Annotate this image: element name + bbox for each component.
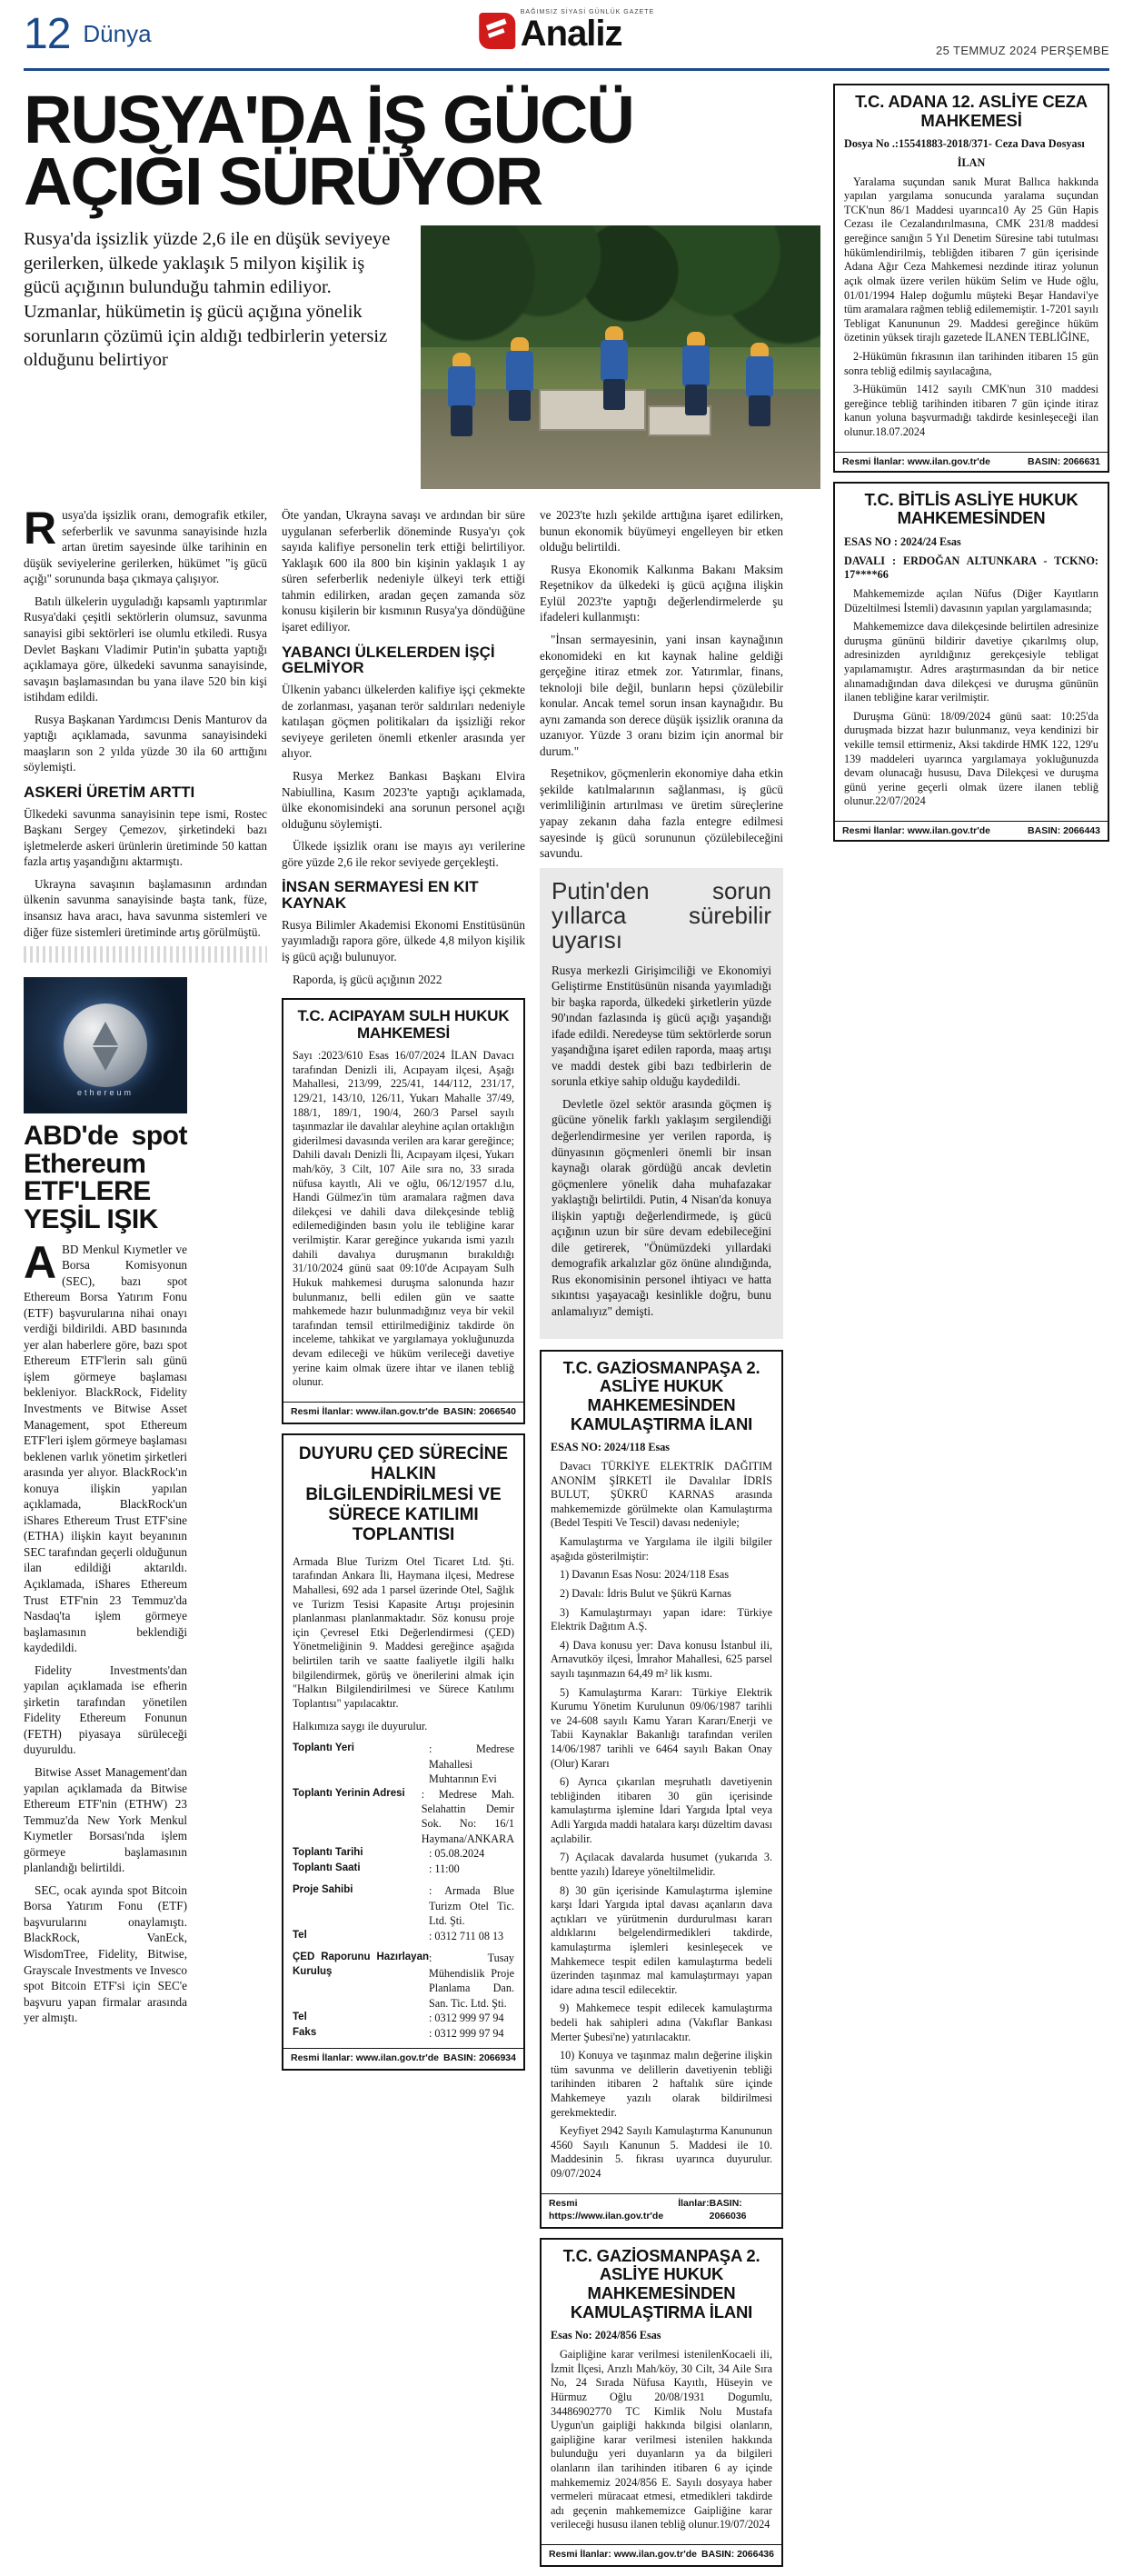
- row-key: Toplantı Yerinin Adresi: [293, 1787, 405, 1799]
- paragraph: Rusya Ekonomik Kalkınma Bakanı Maksim Reşetnikov da ülkedeki iş gücü açığına ilişkin Eylül 2023'te yaptığı değerlendirmelerde şu ifadeleri kullanmıştı:: [540, 562, 783, 624]
- ilan-title: T.C. GAZİOSMANPAŞA 2. ASLİYE HUKUK MAHKEMESİNDEN KAMULAŞTIRMA İLANI: [542, 2240, 781, 2328]
- ilan-gaziosmanpasa-2: [540, 2238, 783, 2567]
- row-value: : 0312 999 97 94: [429, 2012, 504, 2025]
- row-value: : 05.08.2024: [429, 1847, 485, 1861]
- row-key: Faks: [293, 2026, 317, 2038]
- ilan-press-code: BASIN: 2066436: [701, 2549, 774, 2560]
- photo-worker: [744, 343, 775, 426]
- photo-worker: [681, 332, 711, 415]
- paragraph: Kamulaştırma ve Yargılama ile ilgili bilgiler aşağıda gösterilmiştir:: [551, 1535, 772, 1563]
- paragraph: Rusya Başkanan Yardımcısı Denis Manturov da yaptığı açıklamada, savunma sanayisindeki maaşların son 2 yılda yüzde 30 ila 60 arttığını söylemişti.: [24, 712, 267, 774]
- issue-date: 25 TEMMUZ 2024 PERŞEMBE: [935, 44, 1109, 57]
- paragraph: Rusya merkezli Girişimciliği ve Ekonomiyi Geliştirme Enstitüsünün nisanda yayımladığı bir başka raporda, ülkedeki şirketlerin yüzde 90'ından fazlasında iş gücü açığı yaşandığı ifade edildi. Neredeyse tüm sektörlerde sorun yaşandığına işaret edilen raporda, maaş artışı ve maddi destek gibi bazı tedbirlerin de sorunla etkiye sahip olduğu kaydedildi.: [552, 963, 771, 1089]
- ilan-body: [835, 534, 1108, 821]
- ethereum-photo: [24, 977, 187, 1113]
- paragraph: Devletle özel sektör arasında göçmen iş gücüne yönelik farklı yaklaşım sergilendiği değerlendirmesine yer verilen raporda, iş dünyasının göçmenleri önemli bir insan kaynağı olarak gördüğü ancak devletin göçmenlere yönelik daha muhafazakar yaklaştığı belirtildi. Putin, 4 Nisan'da konuya ilişkin yaptığı değerlendirmede, iş gücü açığının uzun bir süre devam edebileceğini dile getirerek, "Önümüzdeki yıllardaki demografik arkalızlar göz önüne alındığında, Rus ekonomisinin personel ihtiyacı ve hatta sıkıntısı yaşayacağı kesinlikle doğru, bunu anlamalıyız" demişti.: [552, 1096, 771, 1319]
- ilan-footer: [542, 2544, 781, 2565]
- ethereum-body: [24, 1236, 187, 2026]
- ilan-title: T.C. ADANA 12. ASLİYE CEZA MAHKEMESİ: [835, 85, 1108, 135]
- duyuru-row: [293, 1883, 514, 1928]
- paragraph: Batılı ülkelerin uyguladığı kapsamlı yaptırımlar Rusya'daki çeşitli sektörlerin olumsuz, savunma sanayisi gibi sektörleri ise olumlu etkiledi. Rusya Devlet Başkanı Vladimir Putin'in şubatta yaptığı açıklamaya göre, ülkedeki savunma sanayisinde, savaşın başlamasından bu yana ilave 520 bin kişi istihdam edildi.: [24, 594, 267, 704]
- ilan-body: [283, 1047, 523, 1402]
- photo-worker: [599, 326, 630, 410]
- ilan-body: [542, 2327, 781, 2544]
- ilan-item: 2) Davalı: İdris Bulut ve Şükrü Karnas: [560, 1586, 731, 1600]
- ilan-item: 6) Ayrıca çıkarılan meşruhatlı davetiyenin tebliğinden itibaren 30 gün içerisinde kamulaştırma işlemine İdari Yargıda İptal veya Adli Yargıda maddi hatalara karşı düzeltim davası açılabilir.: [551, 1775, 772, 1845]
- main-headline: [24, 82, 820, 220]
- row-key: Tel: [293, 2012, 307, 2023]
- ilan-label: İLAN: [957, 156, 986, 170]
- ilan-press-code: BASIN: 2066934: [443, 2052, 516, 2063]
- row-value: : Armada Blue Turizm Otel Tic. Ltd. Şti.: [429, 1884, 514, 1928]
- lead-paragraph: Rusya'da işsizlik yüzde 2,6 ile en düşük seviyeye gerilerken, ülkede yaklaşık 5 milyon kişilik iş gücü açığının bulunduğu tahmin ediliyor. Uzmanlar, hükümetin iş gücü açığına yönelik sorunların çözümü için aldığı tedbirlerin yetersiz olduğunu belirtiyor: [24, 229, 391, 371]
- ilan-acipayam: [282, 998, 525, 1424]
- ilan-footer: [835, 821, 1108, 840]
- divider: [24, 946, 267, 963]
- paragraph: Rusya Merkez Bankası Başkanı Elvira Nabiullina, Kasım 2023'te yaptığı açıklamada, ülke ekonomisindeki ana sorunun personel açığı olduğunu söylemişti.: [282, 768, 525, 831]
- putin-sidebar: [540, 868, 783, 1339]
- ilan-item: 4) Dava konusu yer: Dava konusu İstanbul ili, Arnavutköy ilçesi, İmrahor Mahallesi, 625 parsel sayılı taşınmazın 64,49 m² lik kısmı.: [551, 1638, 772, 1680]
- ilan-press-code: BASIN: 2066631: [1028, 455, 1100, 467]
- ilan-footer: [542, 2193, 781, 2227]
- duyuru-row: [293, 1742, 514, 1786]
- ethereum-image-label: ethereum: [76, 1088, 134, 1098]
- ilan-press-code: BASIN: 2066036: [709, 2197, 747, 2222]
- paragraph: ve 2023'te hızlı şekilde arttığına işaret edilirken, bunun ekonomik büyümeyi engelleyen bir etken olduğu belirtildi.: [540, 508, 783, 554]
- ilan-item: 8) 30 gün içerisinde Kamulaştırma işlemine karşı İdari Yargıda iptal davası açanların dava açtıkları ve yürütmenin durdurulması kararı aldıklarını belgelendirmedikleri takdirde, kamulaştırma işlemleri kesinleşecek ve Mahkemece tespit edilen kamulaştırma bedeli üzerinden taşınmaz mal kamulaştırmayı yapan idare adına tescil edilecektir.: [551, 1883, 772, 1996]
- ilan-source: Resmi İlanlar: www.ilan.gov.tr'de: [291, 1405, 439, 1417]
- duyuru-row: [293, 2011, 514, 2025]
- paragraph: ABD Menkul Kıymetler ve Borsa Komisyonun (SEC), bazı spot Ethereum Borsa Yatırım Fonu (ETF) başvurularına nihai onayı verdiği bildirildi. ABD basınında yer alan haberlere göre, bazı spot Ethereum ETF'lerin salı günü işlem görmeye başlaması bekleniyor. BlackRock, Fidelity Investments ve Bitwise Asset Management, spot Ethereum ETF'leri işlem görmeye başlaması beklenen varlık yönetim şirketleri arasında yer alıyor. BlackRock'ın konuya ilişkin yapılan açıklamada, BlackRock'un iShares Ethereum Trust ETF'sine (ETHA) ilişkin kayıt beyanının SEC tarafından geçerli olduğunun ilan edildiği aktarıldı. Açıklamada, iShares Ethereum Trust ETF'nin 23 Temmuz'da Nasdaq'ta işlem görmeye başlamasının beklendiği kaydedildi.: [24, 1236, 187, 1655]
- row-key: ÇED Raporunu Hazırlayan Kuruluş: [293, 1952, 429, 1977]
- article-body: [24, 496, 820, 2576]
- row-key: Proje Sahibi: [293, 1884, 353, 1896]
- ilan-esas: ESAS NO: 2024/118 Esas: [551, 1441, 671, 1454]
- article-column-2: [282, 507, 525, 2576]
- ilan-item: Keyfiyet 2942 Sayılı Kamulaştırma Kanununun 4560 Sayılı Kanunun 5. Maddesi ile 10. Maddesinin 5. fıkrası uyarınca duyurulur. 09/07/2024: [551, 2124, 772, 2181]
- row-value: : Tusay Mühendislik Proje Planlama Dan. San. Tic. Ltd. Şti.: [429, 1952, 514, 2010]
- logo-mark-icon: [479, 13, 515, 49]
- duyuru-row: [293, 1862, 514, 1876]
- row-value: : 0312 711 08 13: [429, 1929, 504, 1942]
- paragraph: Armada Blue Turizm Otel Ticaret Ltd. Şti. tarafından Ankara İli, Haymana ilçesi, Medrese Mahallesi, 692 ada 1 parsel üzerinde Otel, Sağlık ve Turizm Tesisi Kapasite Artışı projesinin planlanması planlanmaktadır. Söz konusu proje için Çevresel Etki Değerlendirmesi (ÇED) Yönetmeliğinin 9. Maddesi gereğince aşağıda belirtilen tarih ve saatte faaliyetle ilgili halkı bilgilendirmek, görüş ve önerilerini almak için "Halkın Bilgilendirilmesi ve Sürece Katılımı Toplantısı" yapılacaktır.: [293, 1554, 514, 1710]
- paragraph: Bitwise Asset Management'dan yapılan açıklamada da Bitwise Ethereum ETF'nin (ETHW) 23 Temmuz'da New York Menkul Kıymetler Borsası'nda işlem görmeye başlamasının planlandığı belirtildi.: [24, 1765, 187, 1875]
- logo-subtitle: BAĞIMSIZ SİYASİ GÜNLÜK GAZETE: [520, 9, 655, 15]
- paragraph: "İnsan sermayesinin, yani insan kaynağının ekonomideki en kıt kaynak haline geldiği gerçeğine itiraz etmek zor. Yatırımlar, finans, teknoloji bile değil, bunların hepsi çözülebilir konular. Ancak temel sorun insan kaynağıdır. Bu aynı zamanda son derece düşük işsizlik oranına da uzanıyor. Yüzde 3 oranı bizim için anormal bir durum.": [540, 632, 783, 758]
- duyuru-closing: Halkımıza saygı ile duyurulur.: [293, 1720, 428, 1733]
- paragraph: Ülkede işsizlik oranı ise mayıs ayı verilerine göre yüzde 2,6 ile rekor seviyede gerçekleşti.: [282, 839, 525, 869]
- ilan-source: Resmi İlanlar: www.ilan.gov.tr'de: [842, 825, 990, 837]
- row-value: : Medrese Mahallesi Muhtarının Evi: [429, 1742, 514, 1786]
- paragraph: Gaipliğine karar verilmesi istenilenKocaeli ili, İzmit İlçesi, Arızlı Mah/köy, 30 Cilt, 34 Aile Sıra No, 24 Sırada Nüfusa Kayıtlı, Hüseyin ve Hürmuz Oğlu 20/08/1931 Dogumlu, 34486902770 TC Kimlik Nolu Mustafa Uygun'un gaipliği hakkında bilgisi olanların, gaipliğine karar verilmesi istenilen hakkında bulunduğu yeri duyanların ya da bilgileri olanların ilan tarihinden itibaren 6 ay içinde mahkememiz 2024/856 E. Sayılı dosyaya haber vermeleri müracaat etmesi, etmedikleri takdirde adı geçenin mahkememizce Gaipliğine karar verileceği hususu ilanen tebliğ olunur.19/07/2024: [551, 2348, 772, 2531]
- ilan-adana: [833, 84, 1109, 473]
- paragraph: Yaralama suçundan sanık Murat Ballıca hakkında yapılan yargılama sonucunda yaralama suçundan TCK'nun 86/1 Maddesi uyarınca10 Ay 25 Gün Hapis Cezası ile Cezalandırılmasına, CMK 231/8 maddesi gereğince sanığın 5 Yıl Denetim Süresine tabi tutulması hükümlendirilmiş, tebliğden itibaren 7 gün içerisinde Adana Ağır Ceza Mahkemesi nezdinde itiraz yolunun açık olmak üzere verilen hüküm Selim ve Hude oğlu, 01/01/1994 Halep doğumlu müşteki Beşar Handavi'ye tüm aramalara rağmen tebliğ edilememiştir. 1-7201 sayılı Tebligat Kanununun 29. Maddesi gereğince hüküm özetinin yüksek tirajlı gazetede İLANEN TEBLİĞİNE,: [844, 175, 1098, 344]
- paragraph: Mahkememizce dava dilekçesinde belirtilen adresinize duruşma gününü bildirir davetiye çıkarılmış olup, adresinizden ayrıldığınız gerekçesiyle tebligat yapılamamıştır. Adres araştırmasından da bir netice alınamadığından dava dilekçesi ve duruşma gününün ilanen tebliğine karar verilmiştir.: [844, 620, 1098, 704]
- paragraph: Duruşma Günü: 18/09/2024 günü saat: 10:25'da duruşmada bizzat hazır bulunmanız, veya kendinizi bir vekille temsil ettirmeniz, Aksi takdirde HMK 122, 129'u 139 maddeleri uyarınca yargılamaya yokluğunuzda devam olunacağı hususu, Dava Dilekçesi ve duruşma günü yerine geçerli olmak üzere ilanen tebliğ olunur.22/07/2024: [844, 709, 1098, 808]
- ilan-dosya-no: Dosya No .:15541883-2018/371- Ceza Dava Dosyası: [844, 137, 1085, 151]
- paragraph: Ülkedeki savunma sanayisinin tepe ismi, Rostec Başkanı Sergey Çemezov, şirketindeki bazı işletmelerde askeri ürünlerin üretiminde 50 kattan fazla artış yaşandığını aktarmıştı.: [24, 806, 267, 869]
- ilan-press-code: BASIN: 2066540: [443, 1405, 516, 1417]
- row-key: Toplantı Saati: [293, 1862, 361, 1873]
- row-value: : Medrese Mah. Selahattin Demir Sok. No: 16/1 Haymana/ANKARA: [421, 1787, 515, 1845]
- ilan-item: 1) Davanın Esas Nosu: 2024/118 Esas: [560, 1568, 730, 1582]
- photo-crate: [539, 389, 646, 431]
- row-value: : 0312 999 97 94: [429, 2026, 504, 2040]
- ethereum-coin-icon: [64, 1003, 147, 1087]
- paragraph: Raporda, iş gücü açığının 2022: [293, 972, 442, 986]
- paragraph: 3-Hükümün 1412 sayılı CMK'nun 310 maddesi gereğince tebliğ tarihinden itibaren 7 gün içinde itiraz kanun yoluna başvurmadığı takdirde kesinleşeceği ilan olunur.18.07.2024: [844, 383, 1098, 439]
- hero-photo: [421, 225, 820, 489]
- ilan-title: T.C. BİTLİS ASLİYE HUKUK MAHKEMESİNDEN: [835, 484, 1108, 534]
- section-name: Dünya: [83, 20, 152, 47]
- duyuru-row: [293, 1929, 514, 1943]
- duyuru-row: [293, 1951, 514, 2011]
- masthead: [24, 0, 1109, 71]
- ethereum-headline: ABD'de spot Ethereum ETF'LERE YEŞİL IŞIK: [24, 1121, 187, 1234]
- photo-worker: [446, 353, 477, 436]
- paragraph: Mahkememizde açılan Nüfus (Diğer Kayıtların Düzeltilmesi İstemli) davasının yapılan yargılamasında;: [844, 586, 1098, 614]
- duyuru-row: [293, 2026, 514, 2041]
- row-key: Toplantı Yeri: [293, 1742, 354, 1754]
- ilan-press-code: BASIN: 2066443: [1028, 825, 1100, 837]
- page-content: [24, 71, 1109, 2576]
- main-column: [24, 84, 820, 2576]
- paragraph: Rusya'da işsizlik oranı, demografik etkiler, seferberlik ve savunma sanayisinde hızla artan üretim sayesinde ülke tarihinin en düşük seviyelerine gerilerken, hükümet "iş gücü açığı" sorununda başa çıkmaya çalışıyor.: [24, 503, 267, 586]
- paragraph: Davacı TÜRKİYE ELEKTRİK DAĞITIM ANONİM ŞİRKETİ ile Davalılar İDRİS BULUT, ŞÜKRÜ KARNAS arasında mahkememizde görülmekte olan Kamulaştırma (Bedel Tespiti Ve Tescil) davası nedeniyle;: [551, 1460, 772, 1530]
- ilan-footer: [283, 1402, 523, 1423]
- ilan-item: 3) Kamulaştırmayı yapan idare: Türkiye Elektrik Dağıtım A.Ş.: [551, 1605, 772, 1633]
- row-key: Tel: [293, 1929, 307, 1941]
- subheading: ASKERİ ÜRETİM ARTTI: [24, 783, 195, 801]
- article-column-3: [540, 507, 783, 2576]
- subheading: İNSAN SERMAYESİ EN KIT KAYNAK: [282, 878, 479, 913]
- photo-worker: [504, 337, 535, 421]
- paragraph: Sayı :2023/610 Esas 16/07/2024 İLAN Davacı tarafından Denizli ili, Acıpayam ilçesi, Aşağı Mahallesi, 213/99, 225/41, 144/112, 231/17, 129/21, 143/10, 126/11, Yukarı Mahalle 37/49, 188/1, 189/1, 190/4, 260/3 Parsel sayılı taşınmazlar ile davalılar aleyhine açılan ortaklığın giderilmesi davasında verilen ara karar gereğince; Dahili davalı Denizli İli, Acıpayam ilçesi, Yukarı mah/köy, 3 Cilt, 107 Aile sıra no, 33 sırada nüfusa kayıtlı, Ali ve oğlu, 06/12/1957 d.lu, Handi Gülmez'in tüm aramalara rağmen dava dilekçesi ve dahili dava dilekçesinde tebliğ edilemediğinden basın yolu ile tebliğine karar verilmiştir. Karar gereğince yukarıda ismi yazılı dahili davalıya duruşmanın bırakıldığı 31/10/2024 günü saat 09:10'de Acıpayam Sulh Hukuk mahkemesi duruşma salonunda hazır bulunmanız, belli edilen gün ve saatte mahkemede hazır bulunmadığınız veya bir vekil tarafından temsil ettirilmediğiniz takdirde ön inceleme, tahkikat ve yargılamaya yokluğunuzda devam edileceği ve hüküm verileceği davetiye yerine kaim olmak üzere ihtar ve ilanen tebliğ olunur.: [293, 1049, 514, 1389]
- ilan-bitlis: [833, 482, 1109, 842]
- ilan-source: Resmi İlanlar: www.ilan.gov.tr'de: [291, 2052, 439, 2063]
- ilan-esas: ESAS NO : 2024/24 Esas: [844, 535, 961, 549]
- headline-line-1: RUSYA'DA İŞ GÜCÜ: [24, 82, 633, 157]
- page-number: 12: [24, 10, 71, 58]
- ilan-duyuru: [282, 1433, 525, 2071]
- ilan-item: 10) Konuya ve taşınmaz malın değerine ilişkin tüm savunma ve delillerin davetiyenin tebliği tarihinden itibaren 2 haftalık süre içinde Mahkemeye yazılı olarak bildirilmesi gerekmektedir.: [551, 2049, 772, 2119]
- ilan-source: Resmi İlanlar: https://www.ilan.gov.tr'de: [549, 2197, 710, 2222]
- ilan-footer: [835, 452, 1108, 471]
- ilan-item: 7) Açılacak davalarda husumet (yukarıda 3. bentte yazılı) İdareye yöneltilmelidir.: [551, 1851, 772, 1878]
- paragraph: 2-Hükümün fıkrasının ilan tarihinden itibaren 15 gün sonra tebliğ edilmiş sayılacağına,: [844, 349, 1098, 377]
- ilan-esas: Esas No: 2024/856 Esas: [551, 2329, 661, 2342]
- paragraph: Öte yandan, Ukrayna savaşı ve ardından bir süre uygulanan seferberlik döneminde Rusya'yı çok sayıda kalifiye personelin terk ettiği belirtiliyor. Yaklaşık 600 ila 800 bin kişinin yaklaşık 1 ay süren seferberlik nedeniyle ülkeyi terk ettiği tahmin edilirken, aradan geçen zamanda söz konusu kişilerin bir kısmının Rusya'ya döndüğüne işaret ediliyor.: [282, 508, 525, 634]
- subheading: YABANCI ÜLKELERDEN İŞÇİ GELMİYOR: [282, 643, 495, 677]
- headline-line-2: AÇIĞI SÜRÜYOR: [24, 144, 542, 220]
- ilan-body: [542, 1439, 781, 2192]
- ilan-source: Resmi İlanlar: www.ilan.gov.tr'de: [842, 455, 990, 467]
- ilan-item: 9) Mahkemece tespit edilecek kamulaştırma bedeli hak sahipleri adına (Vakıflar Bankası Merter Şubesi'ne) yatırılacaktır.: [551, 2002, 772, 2043]
- ilan-source: Resmi İlanlar: www.ilan.gov.tr'de: [549, 2549, 697, 2560]
- duyuru-row: [293, 1787, 514, 1847]
- notices-column: [833, 84, 1109, 2576]
- ilan-body: [835, 135, 1108, 451]
- ilan-footer: [283, 2048, 523, 2069]
- ilan-title: T.C. ACIPAYAM SULH HUKUK MAHKEMESİ: [283, 1000, 523, 1047]
- article-column-1: [24, 503, 267, 2576]
- putin-sidebar-title: Putin'den sorun yıllarca sürebilir uyarısı: [552, 876, 771, 954]
- paragraph: SEC, ocak ayında spot Bitcoin Borsa Yatırım Fonu (ETF) başvurularını onaylamıştı. BlackRock, VanEck, WisdomTree, Fidelity, Bitwise, Grayscale Investments ve Invesco spot Bitcoin ETF'si için SEC'e başvuru yapan firmalar arasında yer almıştı.: [24, 1882, 187, 2025]
- ilan-item: 5) Kamulaştırma Kararı: Türkiye Elektrik Kurumu Yönetim Kurulunun 09/06/1987 tarihli ve 24-608 sayılı Kamu Yararı Kararı/Enerji ve Tabii Kaynaklar Bakanlığı tarafından verilen 14/06/1987 tarihli ve 6464 sayılı Bakan Onay (Olur) Kararı: [551, 1685, 772, 1770]
- newspaper-logo: [479, 9, 655, 52]
- duyuru-title: DUYURU ÇED SÜRECİNE HALKIN BİLGİLENDİRİLMESİ VE SÜRECE KATILIMI TOPLANTISI: [298, 1443, 509, 1545]
- ilan-davali: DAVALI : ERDOĞAN ALTUNKARA - TCKNO: 17****66: [844, 554, 1098, 582]
- ethereum-story: [24, 977, 187, 2026]
- paragraph: Fidelity Investments'dan yapılan açıklamada ise efherin şirketin tarafından yönetilen Fidelity Ethereum Fonunun (FETH) piyasaya sürüleceği duyuruldu.: [24, 1662, 187, 1757]
- paragraph: Rusya Bilimler Akademisi Ekonomi Enstitüsünün yayımladığı rapora göre, ülkede 4,8 milyon kişilik iş gücü açığı bulunuyor.: [282, 917, 525, 964]
- ilan-gaziosmanpasa-1: [540, 1350, 783, 2229]
- row-key: Toplantı Tarihi: [293, 1847, 363, 1859]
- logo-text: Analiz: [520, 14, 622, 54]
- paragraph: Reşetnikov, göçmenlerin ekonomiye daha etkin şekilde katılmalarının sağlanması, iş gücü verimliliğinin artırılması ve üretim süreçlerine yapay zekanın daha fazla entegre edilmesi sayesinde iş gücü sorununun çözülebileceğini savundu.: [540, 766, 783, 861]
- paragraph: Ukrayna savaşının başlamasının ardından ülkenin savunma sanayisinde başta tank, füze, insansız hava aracı, hava savunma sistemleri ve diğer füze sistemleri üretiminde artış görülmüştü.: [24, 876, 267, 939]
- duyuru-body: [283, 1553, 523, 2048]
- duyuru-row: [293, 1846, 514, 1861]
- paragraph: Ülkenin yabancı ülkelerden kalifiye işçi çekmekte de zorlanması, yaşanan terör saldırıları nedeniyle katılaşan göçmen politikaları da işsizliği rekor seviyeye gerileten önemli etkenler arasında yer alıyor.: [282, 683, 525, 761]
- row-value: : 11:00: [429, 1862, 460, 1875]
- ilan-title: T.C. GAZİOSMANPAŞA 2. ASLİYE HUKUK MAHKEMESİNDEN KAMULAŞTIRMA İLANI: [542, 1352, 781, 1440]
